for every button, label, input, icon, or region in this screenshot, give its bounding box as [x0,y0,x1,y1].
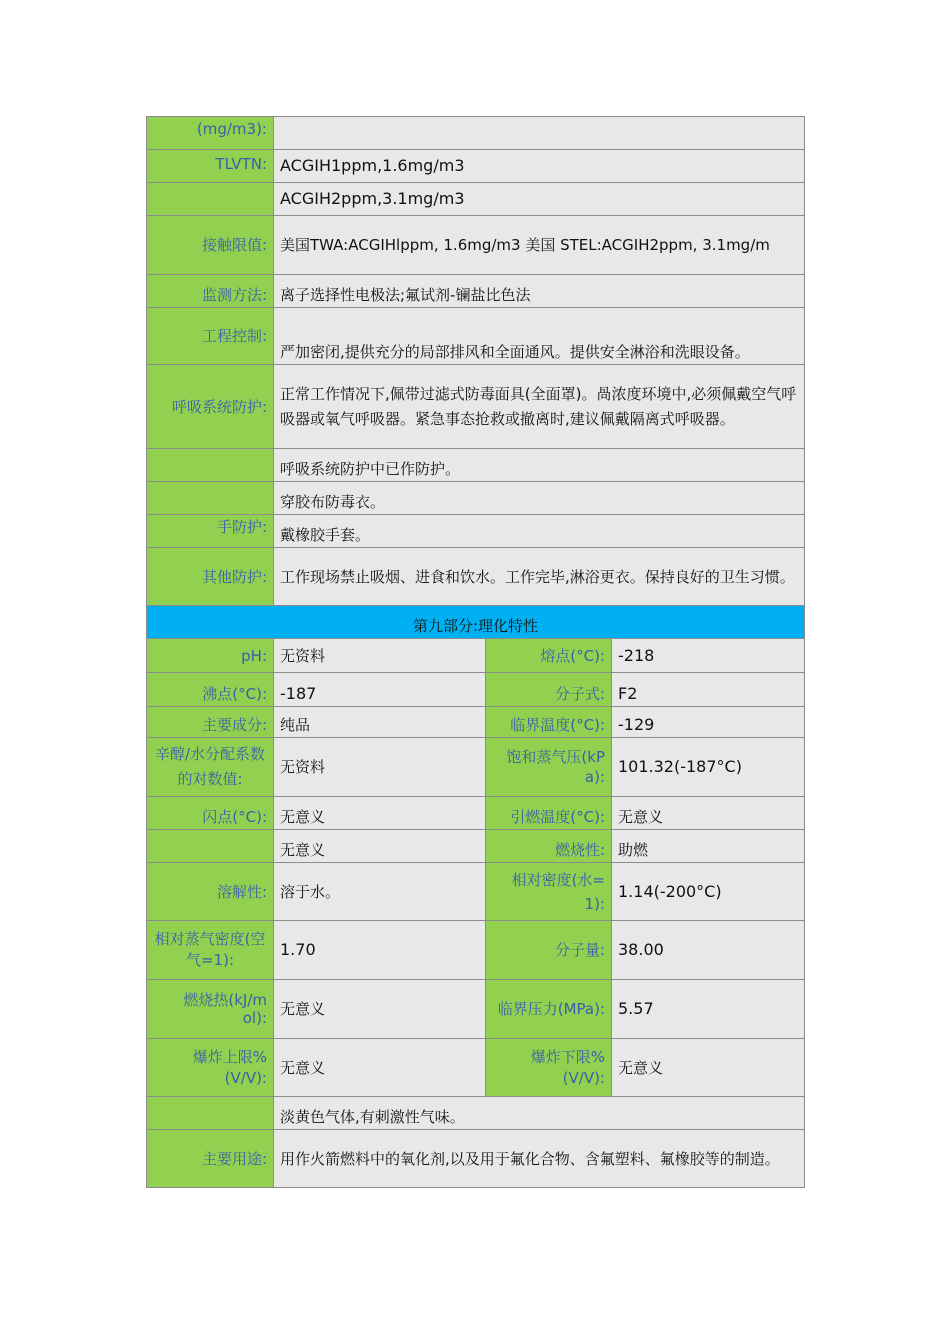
field-label [147,183,274,216]
table-row [147,482,805,515]
field-label [147,449,274,482]
field-label: 其他防护: [147,548,274,606]
field-value: 呼吸系统防护中已作防护。 [274,449,805,482]
table-row [147,515,805,548]
property-value: 助燃 [612,830,805,863]
msds-table [146,116,805,1188]
property-value: -129 [612,707,805,738]
section-header-row [147,606,805,639]
property-label: 饱和蒸气压(kPa): [486,738,612,797]
table-row [147,1039,805,1097]
table-row [147,216,805,275]
field-value [274,117,805,150]
property-value: 5.57 [612,980,805,1039]
property-label: 沸点(°C): [147,673,274,707]
table-row [147,673,805,707]
field-value: 严加密闭,提供充分的局部排风和全面通风。提供安全淋浴和洗眼设备。 [274,308,805,365]
table-row [147,365,805,449]
field-value: ACGIH2ppm,3.1mg/m3 [274,183,805,216]
table-row [147,921,805,980]
table-row [147,639,805,673]
property-label [147,830,274,863]
property-label: 辛醇/水分配系数的对数值: [147,738,274,797]
field-label [147,482,274,515]
property-label: 燃烧热(kJ/mol): [147,980,274,1039]
property-value: 无意义 [274,830,486,863]
property-label: 主要成分: [147,707,274,738]
property-label: pH: [147,639,274,673]
property-label: 闪点(°C): [147,797,274,830]
property-label: 临界温度(°C): [486,707,612,738]
table-row [147,797,805,830]
property-label: 熔点(°C): [486,639,612,673]
field-value: 美国TWA:ACGIHlppm, 1.6mg/m3 美国 STEL:ACGIH2ppm, 3.1mg/m [274,216,805,275]
table-row [147,150,805,183]
property-label: 临界压力(MPa): [486,980,612,1039]
field-value: ACGIH1ppm,1.6mg/m3 [274,150,805,183]
property-value: 无意义 [274,797,486,830]
property-value: -218 [612,639,805,673]
table-row [147,863,805,921]
field-label: (mg/m3): [147,117,274,150]
property-value: 纯品 [274,707,486,738]
table-row [147,308,805,365]
property-value: 1.70 [274,921,486,980]
field-value: 用作火箭燃料中的氧化剂,以及用于氟化合物、含氟塑料、氟橡胶等的制造。 [274,1130,805,1188]
field-label: 监测方法: [147,275,274,308]
field-label: 工程控制: [147,308,274,365]
field-value: 离子选择性电极法;氟试剂-镧盐比色法 [274,275,805,308]
property-label: 溶解性: [147,863,274,921]
field-value: 戴橡胶手套。 [274,515,805,548]
table-row [147,1097,805,1130]
field-value: 正常工作情况下,佩带过滤式防毒面具(全面罩)。咼浓度环境中,必须佩戴空气呼吸器或氧气呼吸器。紧急事态抢救或撤离时,建议佩戴隔离式呼吸器。 [274,365,805,449]
table-row [147,275,805,308]
table-row [147,117,805,150]
table-row [147,830,805,863]
field-value: 工作现场禁止吸烟、进食和饮水。工作完毕,淋浴更衣。保持良好的卫生习惯。 [274,548,805,606]
property-value: 1.14(-200°C) [612,863,805,921]
field-label: 手防护: [147,515,274,548]
property-label: 相对蒸气密度(空气=1): [147,921,274,980]
msds-sheet [146,116,804,1188]
table-row [147,1130,805,1188]
property-value: 无意义 [274,980,486,1039]
property-value: -187 [274,673,486,707]
table-row [147,449,805,482]
table-row [147,738,805,797]
field-label: TLVTN: [147,150,274,183]
property-label: 引燃温度(°C): [486,797,612,830]
property-value: 101.32(-187°C) [612,738,805,797]
property-label: 爆炸上限%(V/V): [147,1039,274,1097]
field-label: 呼吸系统防护: [147,365,274,449]
property-value: 无意义 [612,1039,805,1097]
property-label: 爆炸下限%(V/V): [486,1039,612,1097]
field-label: 主要用途: [147,1130,274,1188]
table-row [147,980,805,1039]
property-label: 相对密度(水=1): [486,863,612,921]
property-value: F2 [612,673,805,707]
table-row [147,183,805,216]
property-value: 无资料 [274,738,486,797]
property-label: 分子式: [486,673,612,707]
field-value: 穿胶布防毒衣。 [274,482,805,515]
field-label: 接触限值: [147,216,274,275]
table-row [147,548,805,606]
property-label: 燃烧性: [486,830,612,863]
property-value: 无资料 [274,639,486,673]
property-value: 溶于水。 [274,863,486,921]
property-value: 38.00 [612,921,805,980]
property-label: 分子量: [486,921,612,980]
property-value: 无意义 [274,1039,486,1097]
property-value: 无意义 [612,797,805,830]
field-label [147,1097,274,1130]
table-row [147,707,805,738]
section-title: 第九部分:理化特性 [147,606,805,639]
field-value: 淡黄色气体,有刺激性气味。 [274,1097,805,1130]
